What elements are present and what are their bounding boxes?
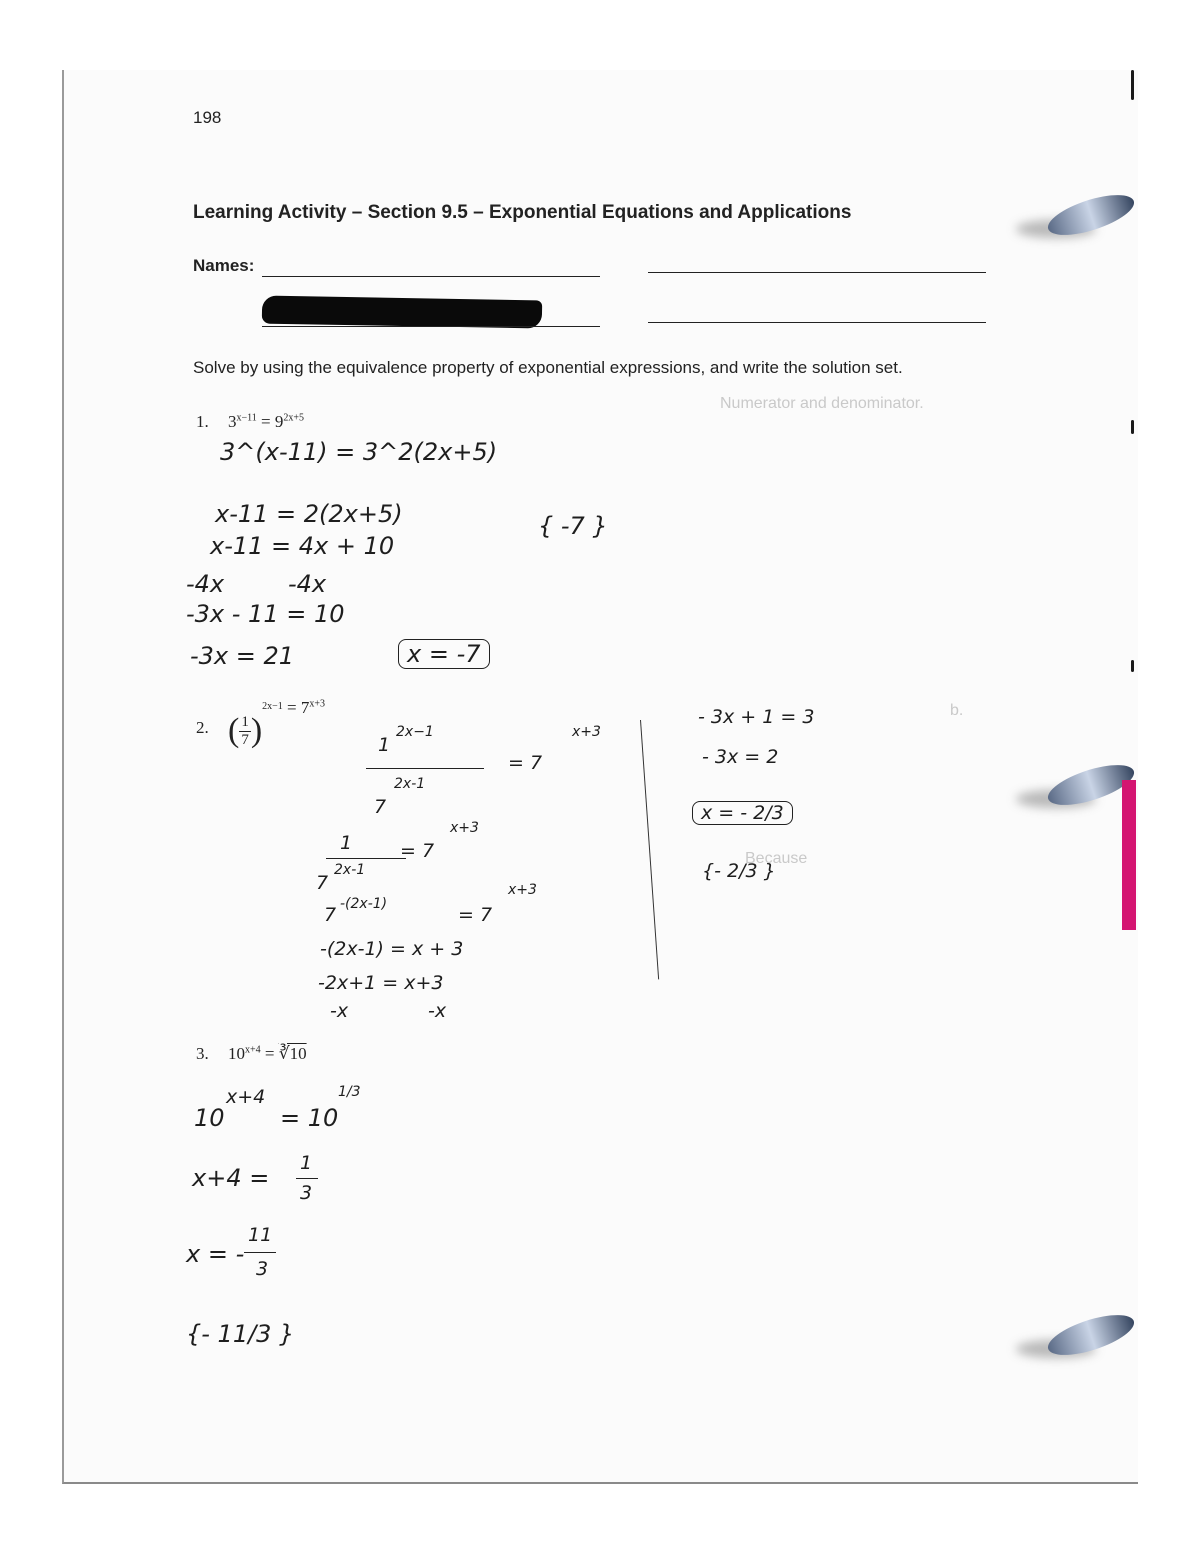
p2-line3-base: 7 [324,904,337,926]
name-line-2[interactable] [648,272,986,273]
problem-3-equation: $10^{x+4}$ = ∛10 [228,1044,307,1063]
name-line-3[interactable] [262,326,600,327]
p3-line2-frac-den: 3 [300,1182,313,1204]
p3-line3-frac-num: 11 [248,1224,273,1246]
bleed-through-text: Because [745,850,808,867]
problem-2-equation: ( $\frac{1}{7})^{2x-1} = 7^{x+3}$ [228,698,326,750]
p2-eq-rhs-exp: x+3 [572,724,601,740]
edge-mark [1131,70,1134,100]
p2-line3-rhs: = 7 [458,904,493,926]
instructions: Solve by using the equivalence property of exponential expressions, and write the solution set. [193,358,903,377]
p2-line3-exp: -(2x-1) [340,896,388,912]
p2-line6a: -x [330,1000,349,1022]
worksheet-page [62,70,1138,1484]
p1-work-line-4a: -4x [186,570,225,598]
p2-line2-fraction-bar [326,858,406,859]
name-line-4[interactable] [648,322,986,323]
p2-line4: -(2x-1) = x + 3 [320,938,464,960]
p3-work-line2: x+4 = [192,1164,270,1192]
p2-frac-numerator-exp: 2x−1 [396,724,434,740]
p2-line2-rhs-exp: x+3 [450,820,479,836]
p3-line2-fraction-bar [296,1178,318,1179]
p3-line3-frac-den: 3 [256,1258,269,1280]
p3-work-line1-base: 10 [194,1104,225,1132]
binder-ring-bottom [1046,1310,1136,1360]
p2-line2-num: 1 [340,832,353,854]
bleed-through-text: b. [950,702,964,719]
p3-work-line1-rhs: = 10 [280,1104,339,1132]
p3-work-line1-rhs-exp: 1/3 [338,1084,361,1100]
problem-1-equation: $3^{x-11} = 9^{2x+5}$ [228,412,305,431]
p3-work-line1-exp: x+4 [226,1086,266,1108]
bleed-through-text: Numerator and denominator. [720,395,924,412]
p1-work-line-5: -3x - 11 = 10 [186,600,345,628]
pink-clip [1122,780,1136,930]
p3-solution-set: {- 11/3 } [186,1320,295,1348]
names-label: Names: [193,256,255,275]
p1-work-line-4b: -4x [288,570,327,598]
redacted-name [262,296,542,329]
edge-mark [1131,420,1134,434]
p2-line2-den-exp: 2x-1 [334,862,366,878]
p2-frac-den-base: 7 [374,796,387,818]
edge-mark [1131,660,1134,672]
problem-2-number: 2. [196,718,209,737]
page-title: Learning Activity – Section 9.5 – Exponential Equations and Applications [193,202,852,223]
p1-work-line-2: x-11 = 2(2x+5) [215,500,403,528]
p3-line3-fraction-bar [244,1252,276,1253]
problem-3-number: 3. [196,1044,209,1063]
p1-boxed-answer: x = -7 [398,640,490,668]
p2-boxed-answer: x = - 2/3 [692,802,793,824]
p3-line2-frac-num: 1 [300,1152,313,1174]
p2-line3-rhs-exp: x+3 [508,882,537,898]
p2-right-line1: - 3x + 1 = 3 [698,706,815,728]
p2-eq-rhs: = 7 [508,752,543,774]
p2-frac-numerator: 1 [378,734,391,756]
p2-fraction-bar [366,768,484,769]
p2-line2-rhs: = 7 [400,840,435,862]
p2-frac-den-exp: 2x-1 [394,776,426,792]
page-number: 198 [193,108,222,127]
p1-work-line-6: -3x = 21 [190,642,295,670]
name-line-1[interactable] [262,276,600,277]
problem-1-number: 1. [196,412,209,431]
p2-solution-set: {- 2/3 } [702,860,776,882]
p2-line6b: -x [428,1000,447,1022]
p3-work-line3: x = - [186,1240,245,1268]
p1-work-line-3: x-11 = 4x + 10 [210,532,395,560]
p2-line5: -2x+1 = x+3 [318,972,444,994]
binder-ring-top [1046,190,1136,240]
p2-line2-den: 7 [316,872,329,894]
p2-right-line2: - 3x = 2 [702,746,779,768]
p1-solution-set: { -7 } [538,512,608,540]
p1-work-line-1: 3^(x-11) = 3^2(2x+5) [220,438,498,466]
